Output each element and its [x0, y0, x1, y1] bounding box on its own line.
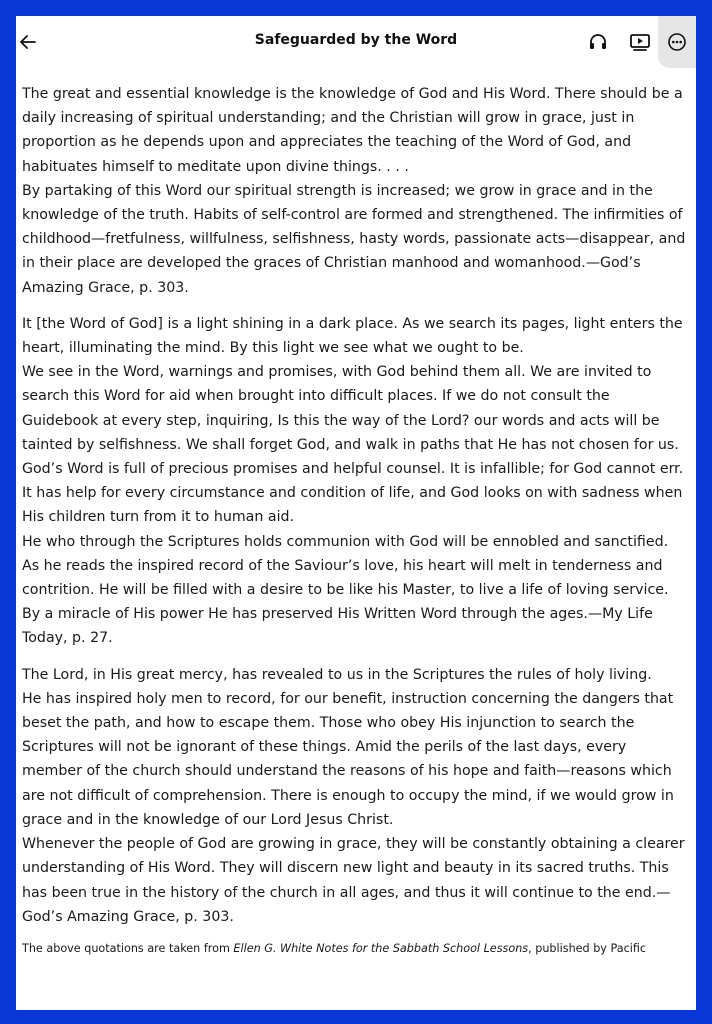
paragraph-3	[22, 663, 688, 929]
text-line: Whenever the people of God are growing in grace, they will be constantly obtaining a clearer understanding of His Word. They will discern new light and beauty in its sacred truths. This has been true in the history of the church in all ages, and thus it will continue to the end.—God’s Amazing Grace, p. 303.	[22, 836, 685, 925]
paragraph-1	[22, 82, 688, 300]
text-line: The Lord, in His great mercy, has revealed to us in the Scriptures the rules of holy living.	[22, 666, 652, 683]
footnote-suffix: , published by Pacific	[528, 941, 647, 955]
back-button[interactable]	[16, 30, 40, 54]
top-bar	[16, 16, 696, 68]
audio-button[interactable]	[586, 30, 610, 54]
text-line: He has inspired holy men to record, for our benefit, instruction concerning the dangers that beset the path, and how to escape them. Those who obey His injunction to search the Scriptures will not be ignorant of these things. Amid the perils of the last days, every member of the church should understand the reasons of his hope and faith—reasons which are not difficult of comprehension. There is enough to occupy the mind, if we would grow in grace and in the knowledge of our Lord Jesus Christ.	[22, 690, 674, 828]
page-title: Safeguarded by the Word	[254, 32, 458, 48]
text-line: We see in the Word, warnings and promises, with God behind them all. We are invited to search this Word for aid when brought into difficult places. If we do not consult the Guidebook at every step, inquiring, Is this the way of the Lord? our words and acts will be tainted by selfishness. We shall forget God, and walk in paths that He has not chosen for us.	[22, 364, 679, 453]
text-line: The great and essential knowledge is the knowledge of God and His Word. There should be a daily increasing of spiritual understanding; and the Christian will grow in grace, just in proportion as he depends upon and appreciates the teaching of the Word of God, and habituates himself to meditate upon divine things. . . .	[22, 86, 683, 175]
lesson-content	[22, 82, 688, 1010]
paragraph-2	[22, 312, 688, 651]
text-line: By partaking of this Word our spiritual strength is increased; we grow in grace and in the knowledge of the truth. Habits of self-control are formed and strengthened. The infirmities of childhood—fretfulness, willfulness, selfishness, hasty words, passionate acts—disappear, and in their place are developed the graces of Christian manhood and womanhood.—God’s Amazing Grace, p. 303.	[22, 182, 686, 296]
headphones-icon	[588, 32, 608, 52]
footnote-prefix: The above quotations are taken from	[22, 941, 234, 955]
source-footnote	[22, 941, 688, 957]
video-button[interactable]	[628, 30, 652, 54]
reader-window	[16, 16, 696, 1010]
text-line: God’s Word is full of precious promises and helpful counsel. It is infallible; for God cannot err. It has help for every circumstance and condition of life, and God looks on with sadness when His children turn from it to human aid.	[22, 461, 684, 526]
more-options-button[interactable]	[658, 16, 696, 68]
arrow-left-icon	[19, 33, 37, 51]
footnote-book-title: Ellen G. White Notes for the Sabbath School Lessons	[233, 941, 529, 955]
text-line: It [the Word of God] is a light shining in a dark place. As we search its pages, light enters the heart, illuminating the mind. By this light we see what we ought to be.	[22, 315, 683, 357]
play-video-icon	[629, 32, 651, 52]
more-options-icon	[667, 32, 687, 52]
text-line: He who through the Scriptures holds communion with God will be ennobled and sanctified. As he reads the inspired record of the Saviour’s love, his heart will melt in tenderness and contrition. He will be filled with a desire to be like his Master, to live a life of loving service. By a miracle of His power He has preserved His Written Word through the ages.—My Life Today, p. 27.	[22, 533, 669, 647]
